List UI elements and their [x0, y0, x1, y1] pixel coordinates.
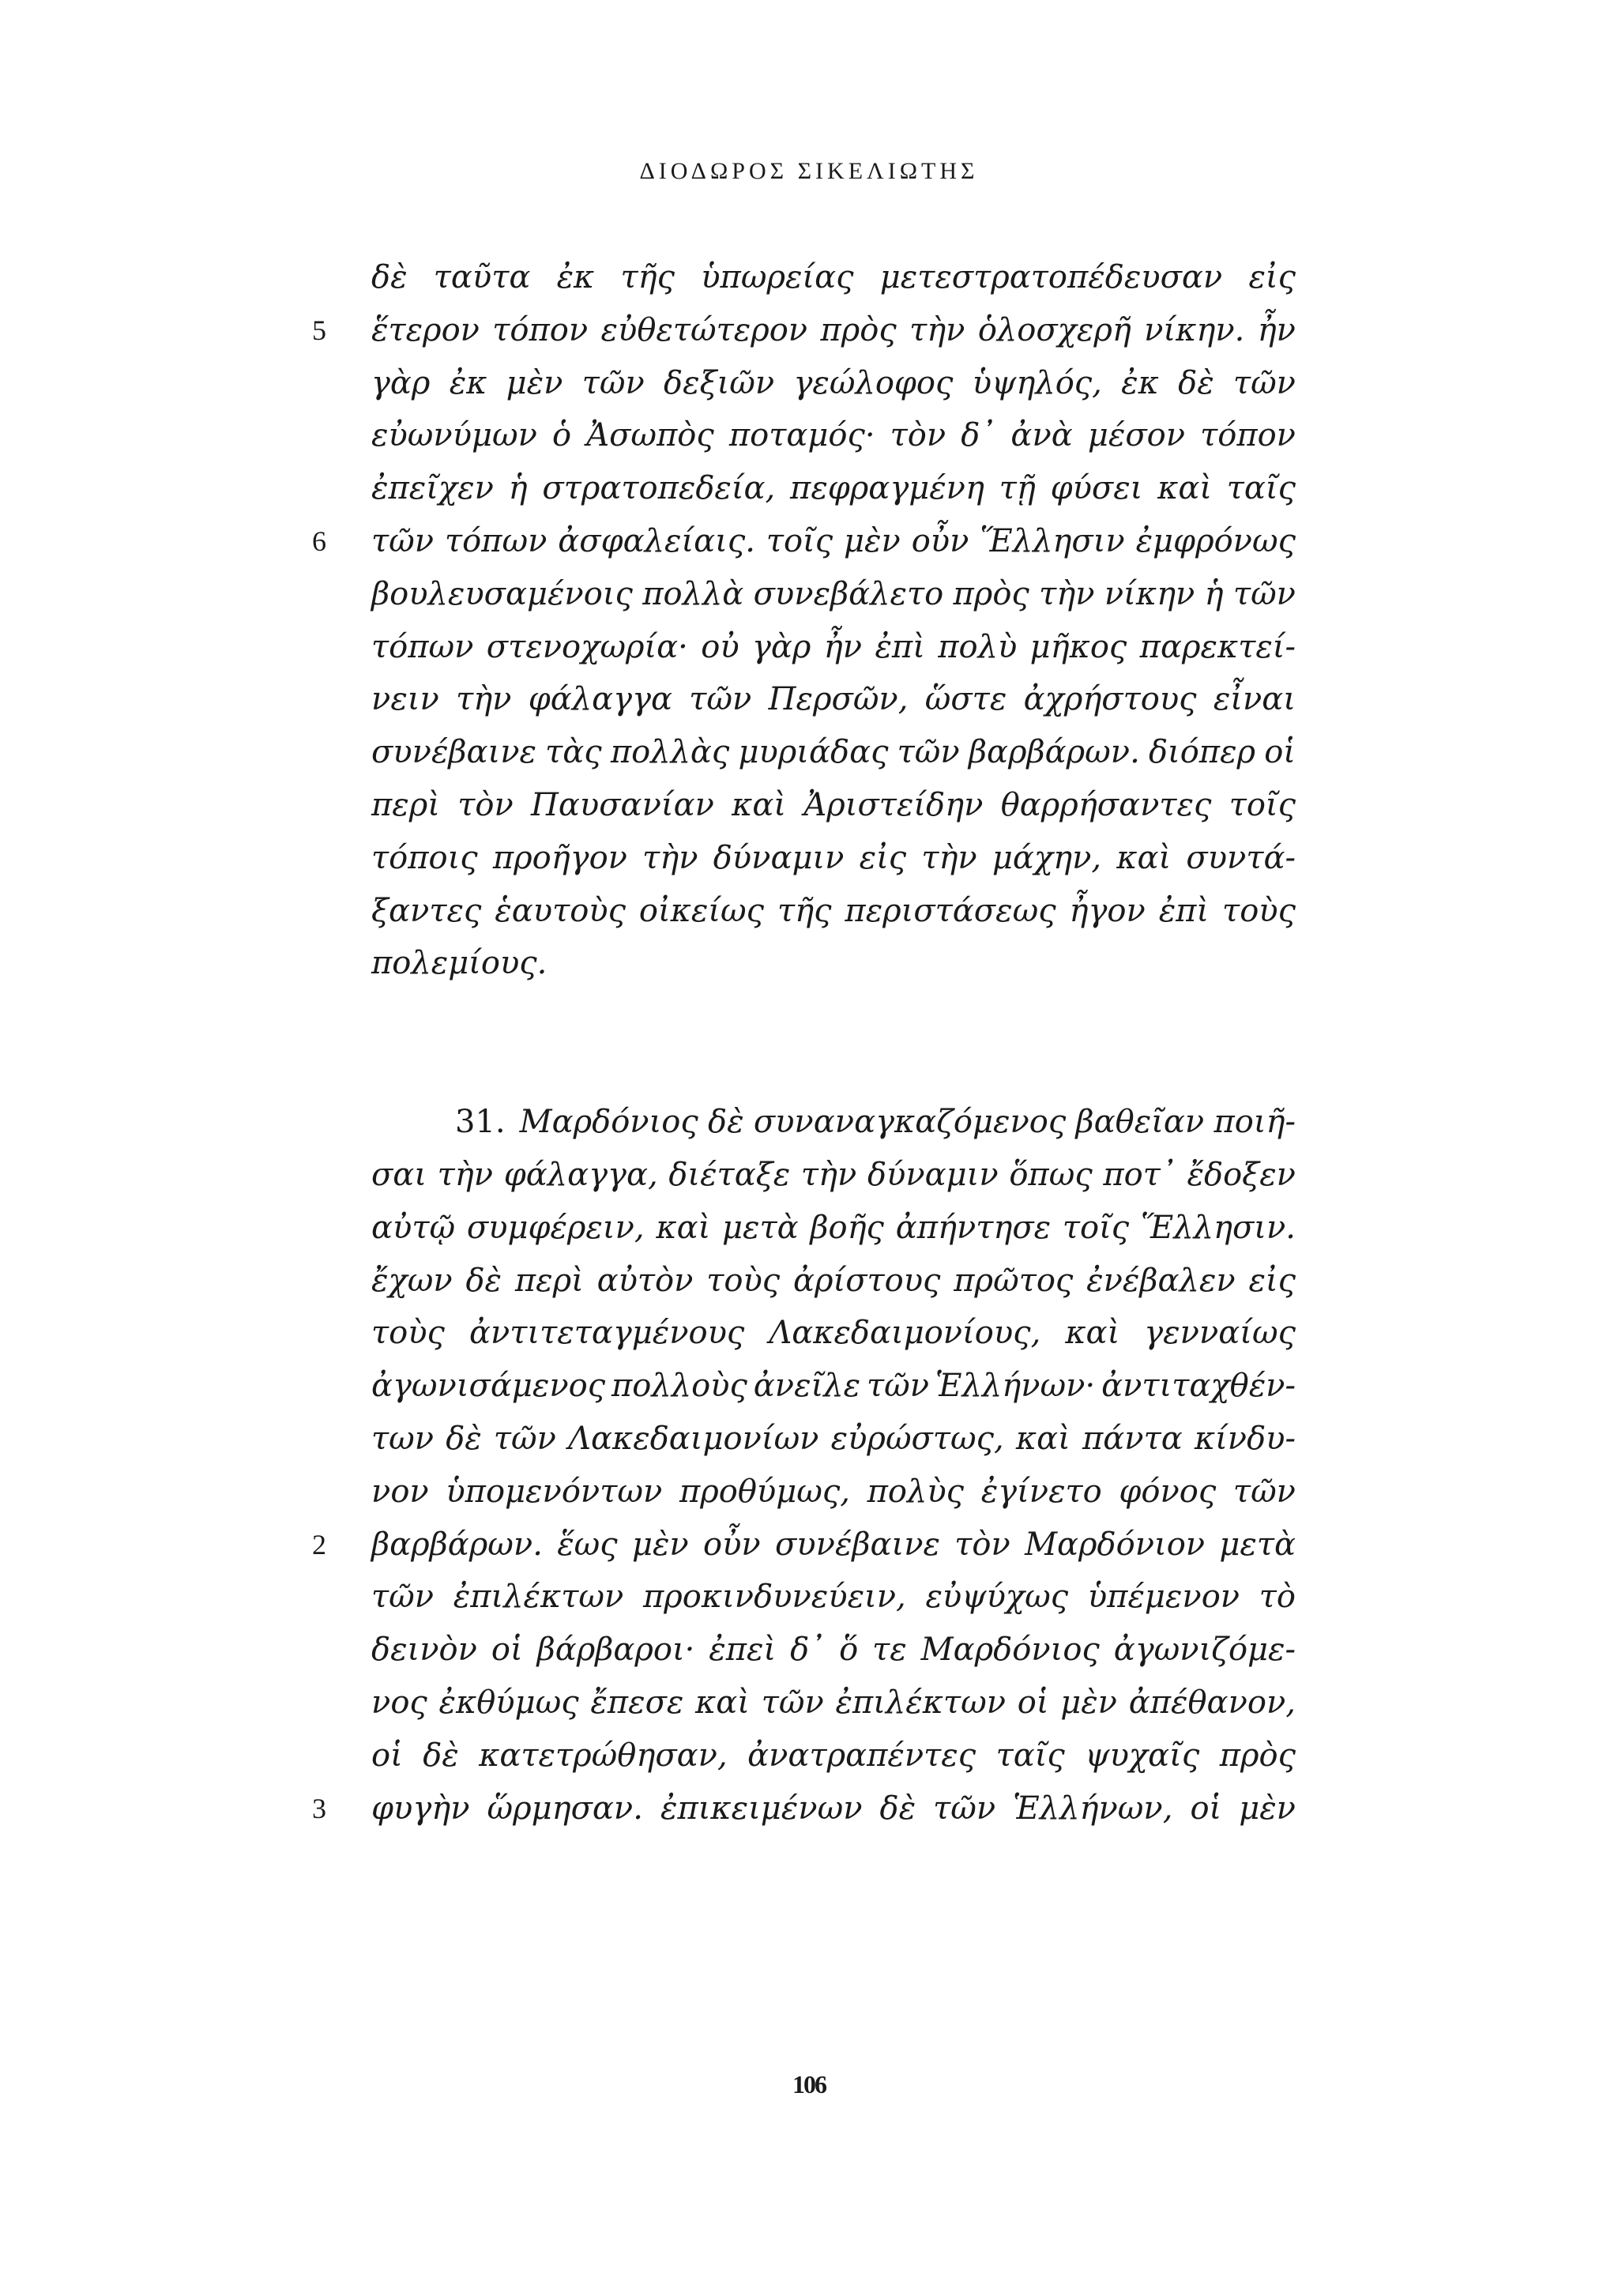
line-text: τόποις προῆγον τὴν δύναμιν εἰς τὴν μάχην, καὶ συντά-: [371, 839, 1296, 876]
line-text: οἱ δὲ κατετρώθησαν, ἀνατραπέντες ταῖς ψυχαῖς πρὸς: [371, 1737, 1296, 1774]
page-number: 106: [792, 2070, 826, 2098]
text-line: [371, 885, 1296, 938]
line-text: συνέβαινε τὰς πολλὰς μυριάδας τῶν βαρβάρων. διόπερ οἱ: [371, 734, 1296, 771]
line-text: τῶν τόπων ἀσφαλείαις. τοῖς μὲν οὖν Ἕλλησιν ἐμφρόνως: [371, 522, 1296, 559]
line-text: δὲ ταῦτα ἐκ τῆς ὑπωρείας μετεστρατοπέδευσαν εἰς: [371, 259, 1296, 295]
text-line: [371, 1413, 1296, 1466]
text-line: [371, 462, 1296, 515]
text-line: [371, 1677, 1296, 1730]
line-text: τοὺς ἀντιτεταγμένους Λακεδαιμονίους, καὶ γενναίως: [371, 1315, 1296, 1352]
text-line: [371, 1730, 1296, 1782]
text-line: [371, 673, 1296, 726]
text-block: [312, 251, 1296, 1835]
text-line: [312, 1782, 1296, 1835]
text-line: [371, 1624, 1296, 1677]
line-text: νειν τὴν φάλαγγα τῶν Περσῶν, ὥστε ἀχρήστους εἶναι: [371, 681, 1296, 718]
line-text: νον ὑπομενόντων προθύμως, πολὺς ἐγίνετο φόνος τῶν: [371, 1473, 1296, 1510]
text-line: [371, 1571, 1296, 1624]
text-line: [371, 1149, 1296, 1202]
text-line: [371, 1360, 1296, 1413]
line-text: τόπων στενοχωρία· οὐ γὰρ ἦν ἐπὶ πολὺ μῆκος παρεκτεί-: [371, 628, 1296, 665]
text-line: [371, 1202, 1296, 1255]
line-text: σαι τὴν φάλαγγα, διέταξε τὴν δύναμιν ὅπως ποτ᾽ ἔδοξεν: [371, 1156, 1296, 1193]
text-line: [371, 1466, 1296, 1519]
margin-number: 6: [312, 525, 326, 557]
line-text: ξαντες ἑαυτοὺς οἰκείως τῆς περιστάσεως ἦγον ἐπὶ τοὺς: [371, 892, 1296, 929]
text-line: [312, 304, 1296, 357]
line-text: εὐωνύμων ὁ Ἀσωπὸς ποταμός· τὸν δ᾽ ἀνὰ μέσον τόπον: [371, 417, 1296, 454]
line-text: νος ἐκθύμως ἔπεσε καὶ τῶν ἐπιλέκτων οἱ μὲν ἀπέθανον,: [371, 1684, 1296, 1721]
paragraph-gap: [371, 990, 1296, 1096]
text-line: [371, 409, 1296, 462]
line-text: βαρβάρων. ἕως μὲν οὖν συνέβαινε τὸν Μαρδόνιον μετὰ: [371, 1526, 1296, 1563]
line-text: πολεμίους.: [371, 945, 547, 982]
running-head: ΔΙΟΔΩΡΟΣ ΣΙΚΕΛΙΩΤΗΣ: [639, 158, 979, 184]
text-line: [312, 1519, 1296, 1571]
line-text: ἀγωνισάμενος πολλοὺς ἀνεῖλε τῶν Ἑλλήνων· ἀντιταχθέν-: [371, 1368, 1296, 1405]
text-line: [371, 1307, 1296, 1360]
line-text: περὶ τὸν Παυσανίαν καὶ Ἀριστείδην θαρρήσαντες τοῖς: [371, 786, 1296, 823]
margin-number: 5: [312, 314, 326, 346]
margin-number: 2: [312, 1528, 326, 1560]
line-text: βουλευσαμένοις πολλὰ συνεβάλετο πρὸς τὴν νίκην ἡ τῶν: [371, 575, 1296, 612]
text-line: [371, 1255, 1296, 1308]
line-text: αὐτῷ συμφέρειν, καὶ μετὰ βοῆς ἀπήντησε τοῖς Ἕλλησιν.: [371, 1209, 1296, 1246]
section-number: 31.: [455, 1104, 506, 1141]
text-line: [371, 779, 1296, 832]
text-line: [371, 621, 1296, 674]
margin-number: 3: [312, 1792, 326, 1824]
line-text: των δὲ τῶν Λακεδαιμονίων εὐρώστως, καὶ πάντα κίνδυ-: [371, 1420, 1296, 1457]
text-line: [371, 726, 1296, 779]
text-line: [371, 937, 1296, 990]
text-line: [312, 515, 1296, 568]
line-text: ἔχων δὲ περὶ αὐτὸν τοὺς ἀρίστους πρῶτος ἐνέβαλεν εἰς: [371, 1262, 1296, 1299]
text-line: [371, 568, 1296, 621]
line-text: ἐπεῖχεν ἡ στρατοπεδεία, πεφραγμένη τῇ φύσει καὶ ταῖς: [371, 470, 1296, 507]
line-text: Μαρδόνιος δὲ συναναγκαζόμενος βαθεῖαν ποιῆ-: [519, 1104, 1296, 1141]
text-line: [371, 357, 1296, 410]
text-line: [371, 832, 1296, 885]
text-line: [371, 251, 1296, 304]
line-text: δεινὸν οἱ βάρβαροι· ἐπεὶ δ᾽ ὅ τε Μαρδόνιος ἀγωνιζόμε-: [371, 1632, 1296, 1669]
line-text: γὰρ ἐκ μὲν τῶν δεξιῶν γεώλοφος ὑψηλός, ἐκ δὲ τῶν: [371, 364, 1296, 401]
text-line: [371, 1096, 1296, 1149]
line-text: ἕτερον τόπον εὐθετώτερον πρὸς τὴν ὁλοσχερῆ νίκην. ἦν: [371, 311, 1296, 348]
line-text: φυγὴν ὥρμησαν. ἐπικειμένων δὲ τῶν Ἑλλήνων, οἱ μὲν: [371, 1790, 1296, 1827]
line-text: τῶν ἐπιλέκτων προκινδυνεύειν, εὐψύχως ὑπέμενον τὸ: [371, 1579, 1296, 1616]
